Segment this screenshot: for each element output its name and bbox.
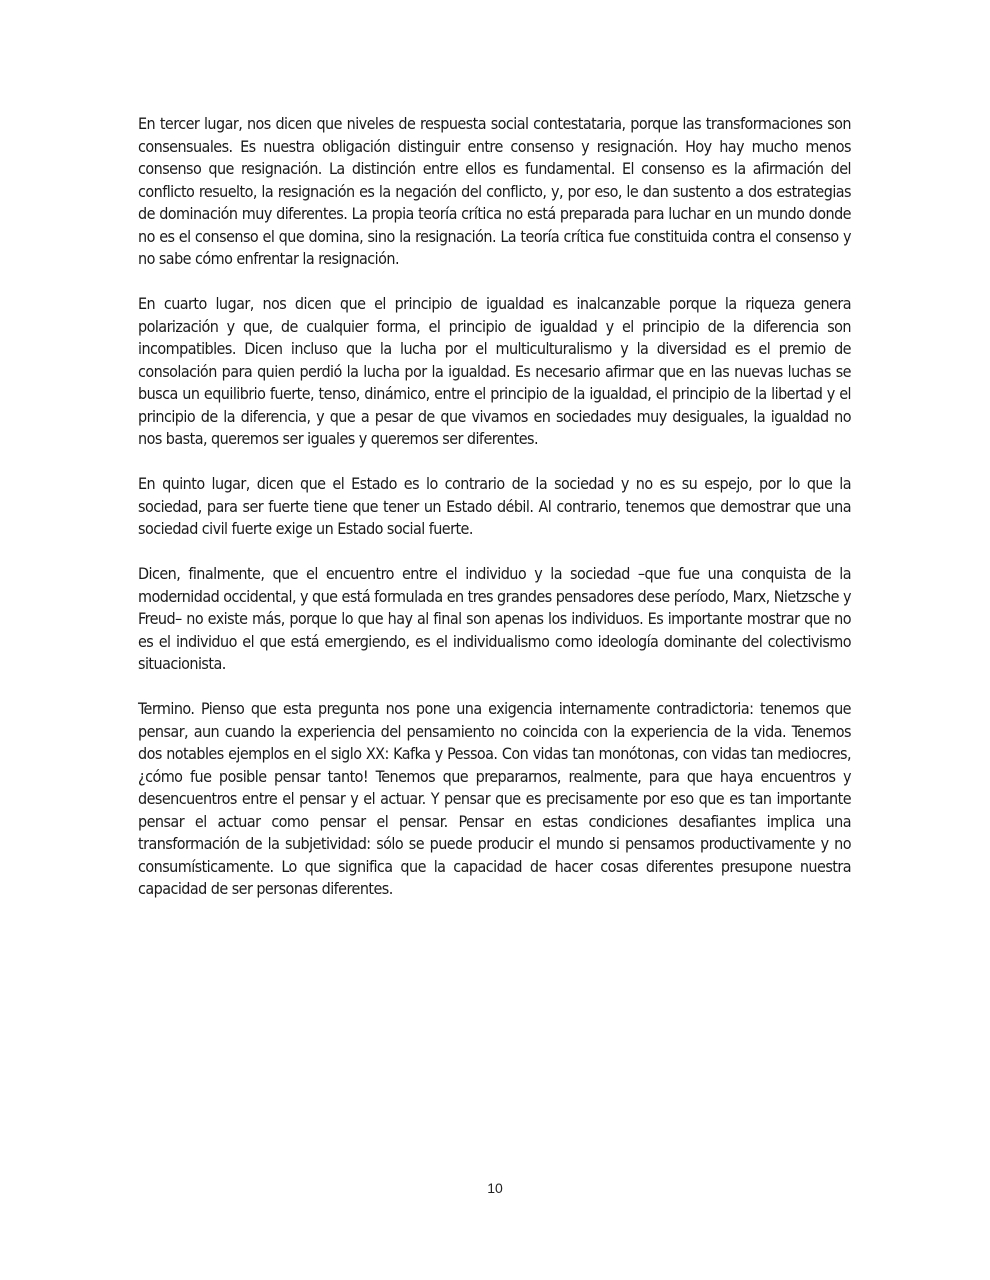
paragraph-tercer-lugar: En tercer lugar, nos dicen que niveles de respuesta social contestataria, porque las transformaciones son consensuales. Es nuestra obligación distinguir entre consenso y resignación. Hoy hay mucho menos consenso que resignación. La distinción entre ellos es fundamental. El consenso es la afirmación del conflicto resuelto, la resignación es la negación del conflicto, y, por eso, le dan sustento a dos estrategias de dominación muy diferentes. La propia teoría crítica no está preparada para luchar en un mundo donde no es el consenso el que domina, sino la resignación. La teoría crítica fue constituida contra el consenso y no sabe cómo enfrentar la resignación. — [138, 114, 851, 268]
paragraph-quinto-lugar: En quinto lugar, dicen que el Estado es lo contrario de la sociedad y no es su espejo, por lo que la sociedad, para ser fuerte tiene que tener un Estado débil. Al contrario, tenemos que demostrar que una sociedad civil fuerte exige un Estado social fuerte. — [138, 474, 851, 538]
body-text — [138, 113, 851, 923]
paragraph-cuarto-lugar: En cuarto lugar, nos dicen que el principio de igualdad es inalcanzable porque la riqueza genera polarización y que, de cualquier forma, el principio de igualdad y el principio de la diferencia son incompatibles. Dicen incluso que la lucha por el multiculturalismo y la diversidad es el premio de consolación para quien perdió la lucha por la igualdad. Es necesario afirmar que en las nuevas luchas se busca un equilibrio fuerte, tenso, dinámico, entre el principio de la igualdad, el principio de la libertad y el principio de la diferencia, y que a pesar de que vivamos en sociedades muy desiguales, la igualdad no nos basta, queremos ser iguales y queremos ser diferentes. — [138, 294, 851, 448]
paragraph-finalmente: Dicen, finalmente, que el encuentro entre el individuo y la sociedad –que fue una conquista de la modernidad occidental, y que está formulada en tres grandes pensadores dese período, Marx, Nietzsche y Freud– no existe más, porque lo que hay al final son apenas los individuos. Es importante mostrar que no es el individuo el que está emergiendo, es el individualismo como ideología dominante del colectivismo situacionista. — [138, 564, 851, 673]
paragraph-termino: Termino. Pienso que esta pregunta nos pone una exigencia internamente contradictoria: tenemos que pensar, aun cuando la experiencia del pensamiento no coincida con la experiencia de la vida. Tenemos dos notables ejemplos en el siglo XX: Kafka y Pessoa. Con vidas tan monótonas, con vidas tan mediocres, ¿cómo fue posible pensar tanto! Tenemos que prepararnos, realmente, para que haya encuentros y desencuentros entre el pensar y el actuar. Y pensar que es precisamente por eso que es tan importante pensar el actuar como pensar el pensar. Pensar en estas condiciones desafiantes implica una transformación de la subjetividad: sólo se puede producir el mundo si pensamos productivamente y no consumísticamente. Lo que significa que la capacidad de hacer cosas diferentes presupone nuestra capacidad de ser personas diferentes. — [138, 699, 851, 898]
page-number: 10 — [487, 1180, 503, 1196]
